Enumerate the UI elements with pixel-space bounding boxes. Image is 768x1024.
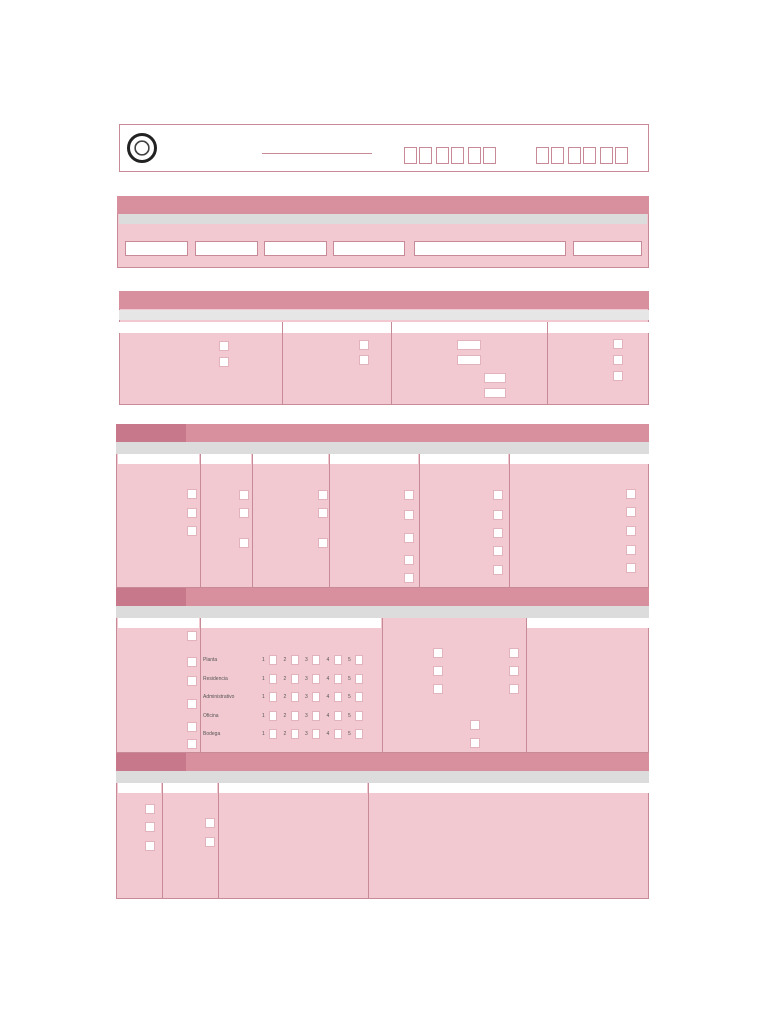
checkbox[interactable] [493,510,503,520]
checkbox[interactable] [334,729,342,739]
number-label: 1 [262,676,265,682]
planta-row-label: Oficina [203,713,219,719]
date-box[interactable] [483,147,496,164]
checkbox[interactable] [613,355,623,365]
col-material [118,618,199,628]
checkbox[interactable] [404,510,414,520]
checkbox[interactable] [187,676,197,686]
checkbox[interactable] [291,674,299,684]
checkbox[interactable] [493,528,503,538]
number-label: 2 [283,731,287,737]
datos-sociales-subheader [119,310,649,320]
checkbox[interactable] [509,684,519,694]
university-seal-icon [127,133,157,163]
checkbox[interactable] [219,357,229,367]
number-label: 3 [305,657,308,663]
checkbox[interactable] [334,692,342,702]
number-label: 3 [305,713,308,719]
checkbox[interactable] [318,538,328,548]
checkbox[interactable] [509,666,519,676]
checkbox[interactable] [187,508,197,518]
number-label: 4 [326,694,330,700]
col-tipos-balcones [163,783,217,793]
col-acabados [527,618,649,628]
date-box[interactable] [551,147,564,164]
checkbox[interactable] [470,720,480,730]
checkbox[interactable] [291,692,299,702]
checkbox[interactable] [187,699,197,709]
number-label: 4 [326,731,330,737]
checkbox[interactable] [404,490,414,500]
planta-row-label: Planta [203,657,218,663]
input-box[interactable] [484,388,506,398]
col-sistema [420,454,508,464]
col-cubierta [510,454,649,464]
number-label: 1 [262,731,265,737]
checkbox[interactable] [269,692,277,702]
date-box[interactable] [600,147,613,164]
checkbox[interactable] [433,684,443,694]
number-label: 3 [305,676,308,682]
checkbox[interactable] [145,841,155,851]
form-header [119,124,649,172]
date-box[interactable] [615,147,628,164]
number-label: 2 [283,713,287,719]
provincia-field[interactable] [125,241,188,256]
date-box[interactable] [404,147,417,164]
checkbox[interactable] [355,729,363,739]
number-label: 5 [348,694,351,700]
number-label: 1 [262,694,265,700]
checkbox[interactable] [613,339,623,349]
checkbox[interactable] [626,563,636,573]
checkbox[interactable] [239,508,249,518]
checkbox[interactable] [187,526,197,536]
planta-row-label: Bodega [203,731,221,737]
parroquia-field[interactable] [264,241,327,256]
checkbox[interactable] [355,674,363,684]
col-ejecucion [283,322,391,333]
checkbox[interactable] [355,655,363,665]
career-label [262,153,372,157]
date-box[interactable] [536,147,549,164]
checkbox[interactable] [219,341,229,351]
checkbox[interactable] [239,490,249,500]
planta-row-label: Administrativo [203,694,235,700]
number-label: 3 [305,694,308,700]
section-2-bar [119,291,649,309]
number-label: 5 [348,713,351,719]
checkbox[interactable] [626,526,636,536]
checkbox[interactable] [269,729,277,739]
checkbox[interactable] [312,655,320,665]
input-box[interactable] [457,340,481,350]
checkbox[interactable] [433,666,443,676]
checkbox[interactable] [312,729,320,739]
col-ambiente [219,783,367,793]
checkbox[interactable] [205,818,215,828]
number-label: 5 [348,731,351,737]
checkbox[interactable] [145,822,155,832]
checkbox[interactable] [269,711,277,721]
number-label: 2 [283,694,287,700]
checkbox[interactable] [404,555,414,565]
checkbox[interactable] [334,674,342,684]
checkbox[interactable] [318,490,328,500]
checkbox[interactable] [626,545,636,555]
date-box[interactable] [436,147,449,164]
col-problemas [330,454,418,464]
checkbox[interactable] [187,631,197,641]
checkbox[interactable] [239,538,249,548]
checkbox[interactable] [493,546,503,556]
section-1-bar [117,196,649,214]
number-label: 5 [348,657,351,663]
checkbox[interactable] [187,489,197,499]
checkbox[interactable] [359,355,369,365]
calles-field[interactable] [414,241,566,256]
number-label: 4 [326,657,330,663]
checkbox[interactable] [291,711,299,721]
input-box[interactable] [457,355,481,365]
date-box[interactable] [583,147,596,164]
number-label: 3 [305,731,308,737]
checkbox[interactable] [187,657,197,667]
checkbox[interactable] [187,739,197,749]
checkbox[interactable] [291,729,299,739]
checkbox[interactable] [269,674,277,684]
col-tenencia [548,322,649,333]
col-estado [118,454,199,464]
checkbox[interactable] [145,804,155,814]
checkbox[interactable] [355,692,363,702]
manzana-field[interactable] [573,241,642,256]
col-pisos [253,454,328,464]
col-uso-plantas [201,618,381,628]
number-label: 1 [262,657,265,663]
checkbox[interactable] [359,340,369,350]
ubicacion-subheader [119,214,647,224]
planta-row-label: Residencia [203,676,228,682]
date-box[interactable] [468,147,481,164]
checkbox[interactable] [269,655,277,665]
checkbox[interactable] [312,674,320,684]
input-box[interactable] [484,373,506,383]
number-label: 2 [283,657,287,663]
checkbox[interactable] [493,565,503,575]
checkbox[interactable] [187,722,197,732]
number-label: 5 [348,676,351,682]
col-planificacion [119,322,282,333]
checkbox[interactable] [404,533,414,543]
checkbox[interactable] [334,711,342,721]
checkbox[interactable] [355,711,363,721]
date-box[interactable] [568,147,581,164]
col-balcones [118,783,161,793]
ciudad-field[interactable] [195,241,258,256]
checkbox[interactable] [626,507,636,517]
checkbox[interactable] [334,655,342,665]
number-label: 4 [326,713,330,719]
checkbox[interactable] [493,490,503,500]
col-tamano-lote [392,322,547,333]
checkbox[interactable] [312,692,320,702]
checkbox[interactable] [433,648,443,658]
checkbox[interactable] [626,489,636,499]
number-label: 1 [262,713,265,719]
col-uso-suelo [201,454,251,464]
number-label: 2 [283,676,287,682]
checkbox[interactable] [613,371,623,381]
checkbox[interactable] [312,711,320,721]
checkbox[interactable] [205,837,215,847]
date-box[interactable] [451,147,464,164]
checkbox[interactable] [404,573,414,583]
checkbox[interactable] [509,648,519,658]
checkbox[interactable] [470,738,480,748]
number-label: 4 [326,676,330,682]
date-box[interactable] [419,147,432,164]
barrio-field[interactable] [333,241,405,256]
checkbox[interactable] [291,655,299,665]
col-especializados [369,783,649,793]
checkbox[interactable] [318,508,328,518]
